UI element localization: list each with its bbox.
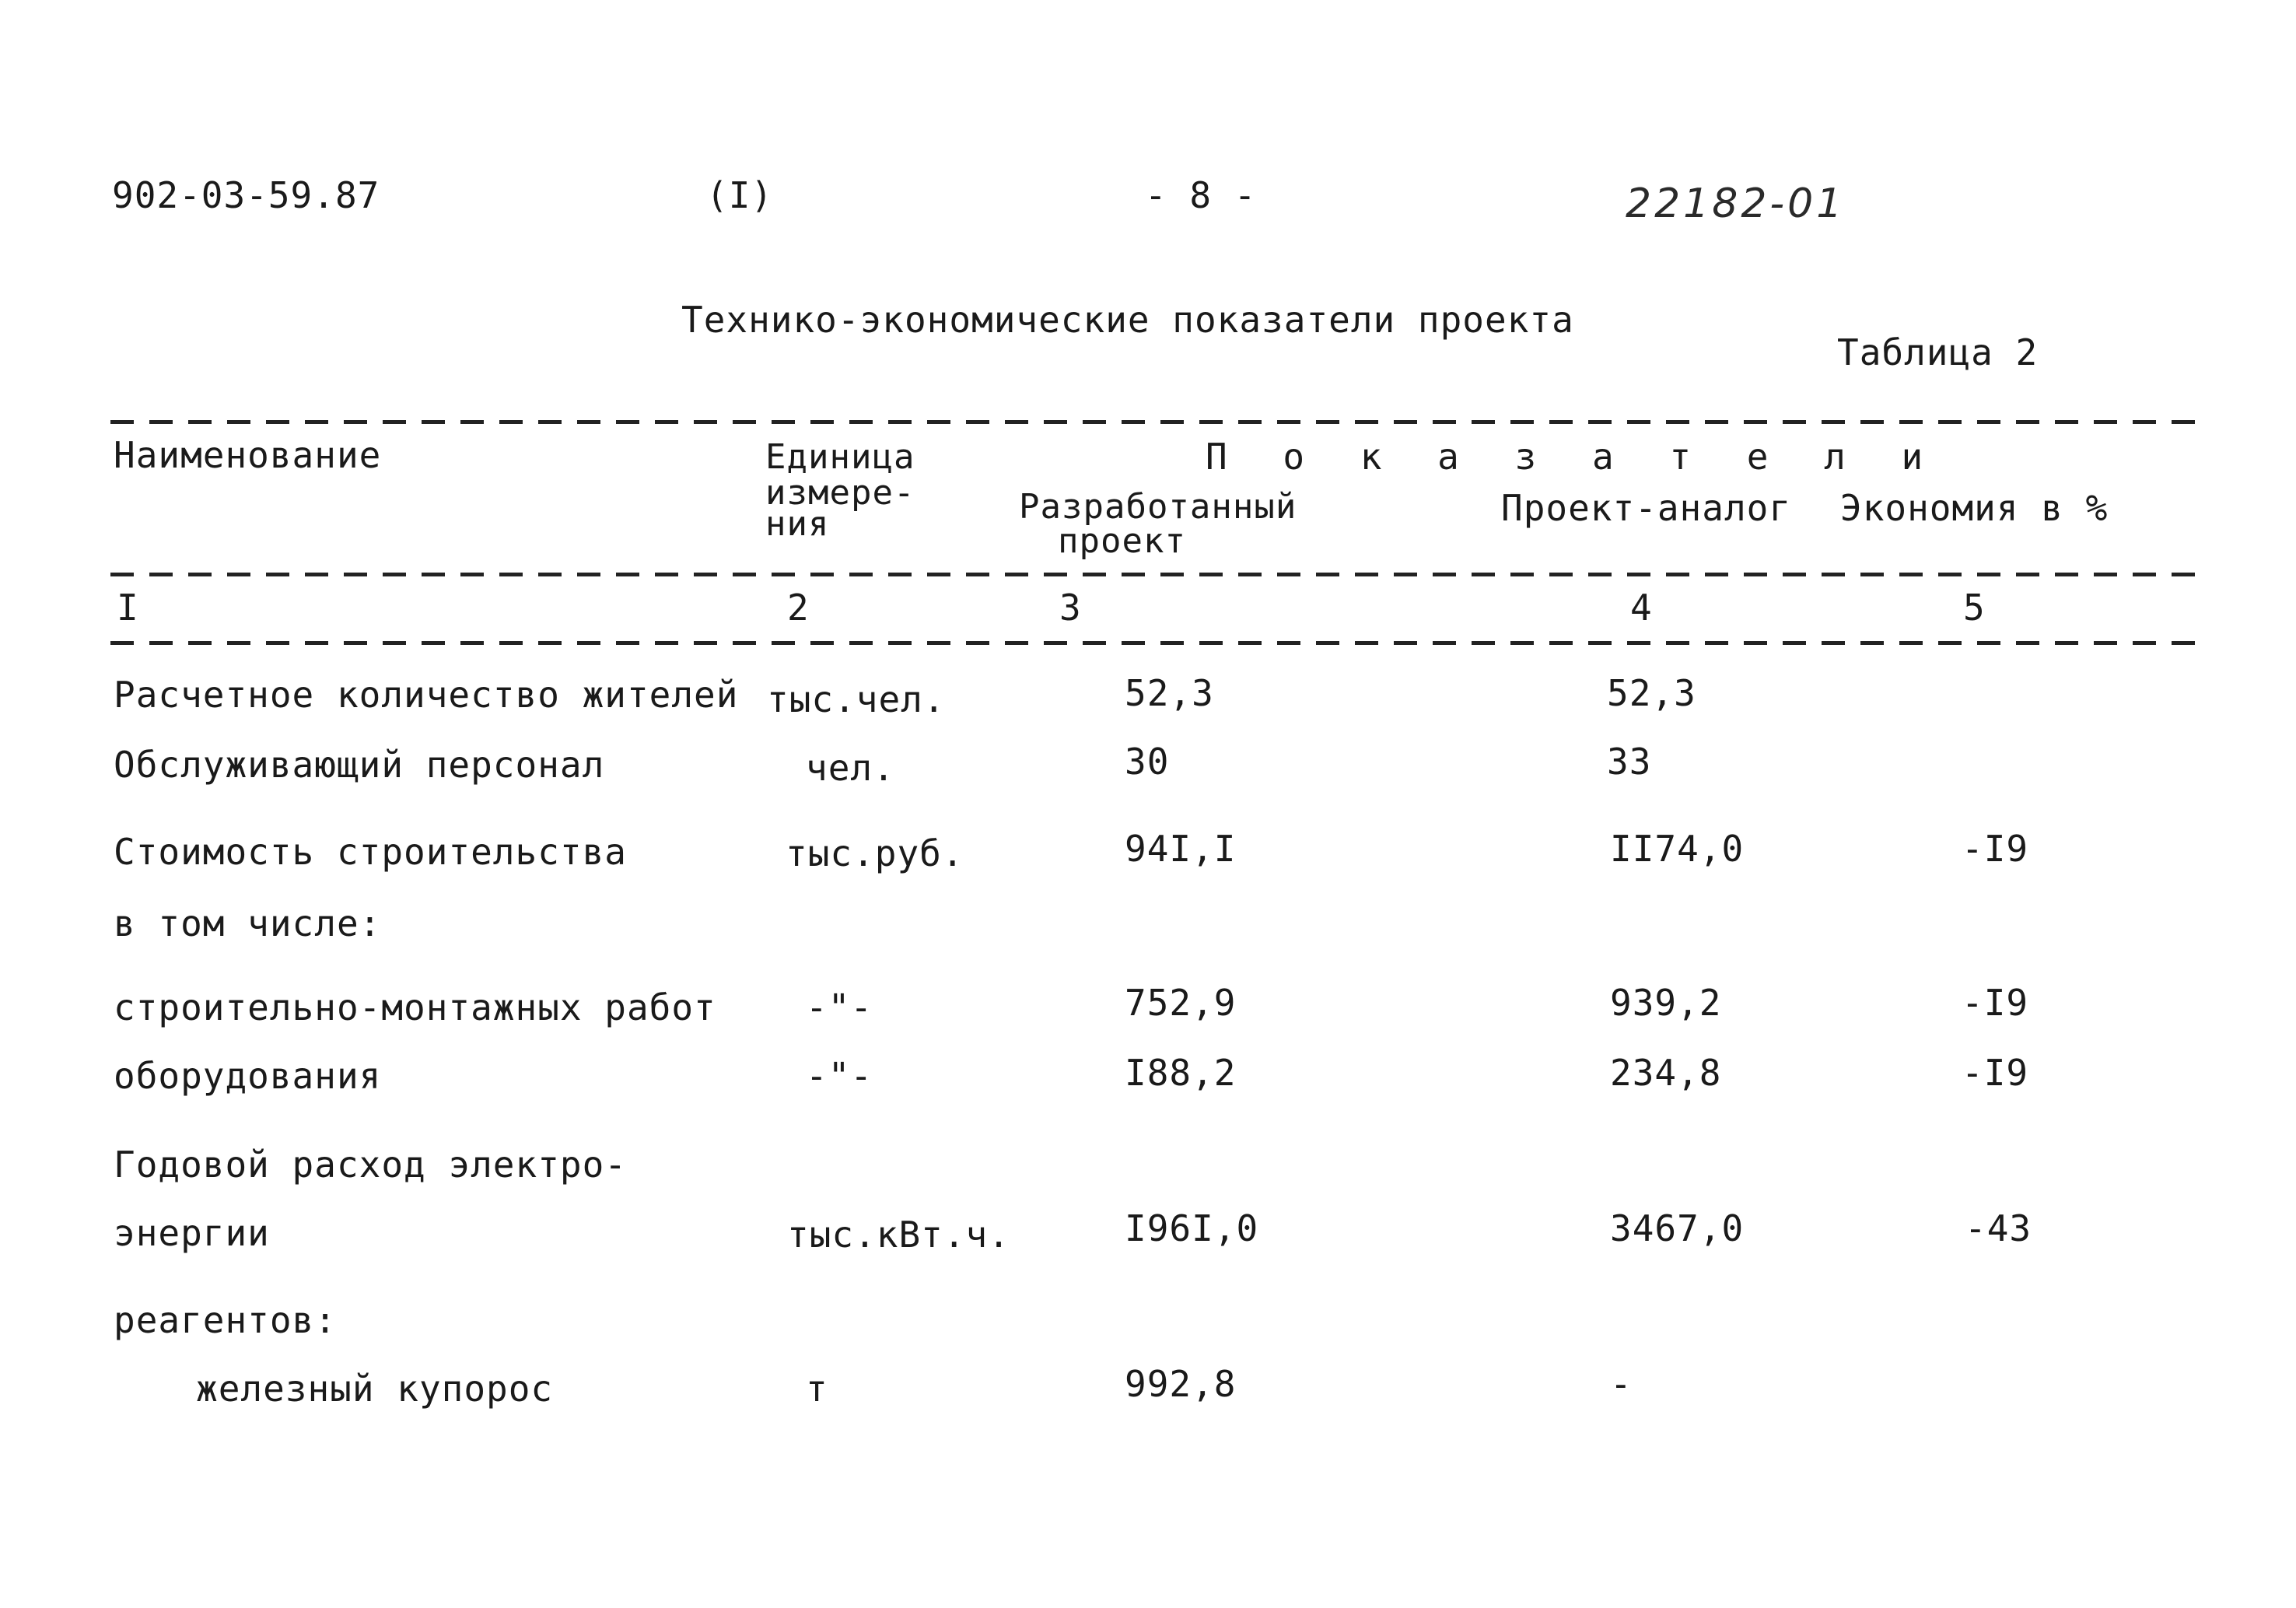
table-row-economy: -I9 <box>1962 828 2029 870</box>
table-row-unit: тыс.руб. <box>786 832 964 874</box>
column-header-developed-line1: Разработанный <box>1019 487 1297 527</box>
column-number-4: 4 <box>1630 587 1653 629</box>
page-title: Технико-экономические показатели проекта <box>681 299 1574 341</box>
table-row-developed: 992,8 <box>1125 1363 1237 1405</box>
table-row-analog: 234,8 <box>1610 1052 1722 1094</box>
page-number: - 8 - <box>1145 174 1257 216</box>
column-header-name: Наименование <box>114 434 382 476</box>
column-header-economy: Экономия в % <box>1840 487 2109 529</box>
column-number-1: I <box>117 587 139 629</box>
table-row-analog: 52,3 <box>1607 672 1696 714</box>
table-row-unit: тыс.чел. <box>767 678 946 720</box>
table-row-unit: чел. <box>806 747 895 789</box>
table-row-developed: I88,2 <box>1125 1052 1237 1094</box>
table-row-name: Расчетное количество жителей <box>114 674 739 716</box>
table-row-name: в том числе: <box>114 902 382 944</box>
column-number-2: 2 <box>787 587 810 629</box>
inventory-number: 22182-01 <box>1626 180 1846 227</box>
column-header-unit-line3: ния <box>765 504 830 544</box>
table-row-developed: 94I,I <box>1125 828 1237 870</box>
table-row-unit: -"- <box>806 986 873 1028</box>
column-number-3: 3 <box>1059 587 1082 629</box>
column-header-developed-line2: проект <box>1058 521 1186 561</box>
column-number-5: 5 <box>1963 587 1986 629</box>
table-label: Таблица 2 <box>1837 331 2039 373</box>
table-row-name: строительно-монтажных работ <box>114 986 716 1028</box>
table-row-unit: тыс.кВт.ч. <box>787 1214 1010 1256</box>
column-header-unit-line2: измере- <box>765 473 915 513</box>
table-row-analog: 3467,0 <box>1610 1207 1745 1249</box>
table-row-name: Годовой расход электро- <box>114 1144 627 1186</box>
table-row-economy: -43 <box>1965 1207 2032 1249</box>
table-row-economy: -I9 <box>1962 982 2029 1024</box>
table-row-unit: -"- <box>806 1055 873 1097</box>
table-row-name: энергии <box>114 1212 270 1254</box>
column-header-analog: Проект-аналог <box>1501 487 1792 529</box>
document-code: 902-03-59.87 <box>112 174 380 216</box>
table-row-analog: II74,0 <box>1610 828 1745 870</box>
table-row-name: Обслуживающий персонал <box>114 744 605 786</box>
section-number: (I) <box>706 174 774 216</box>
table-row-economy: -I9 <box>1962 1052 2029 1094</box>
header-bottom-rule <box>110 573 2201 576</box>
column-header-unit-line1: Единица <box>765 437 915 477</box>
table-row-name: железный купорос <box>196 1368 554 1410</box>
table-row-name: реагентов: <box>114 1299 337 1341</box>
table-row-analog: 33 <box>1607 741 1652 783</box>
table-row-developed: 30 <box>1125 741 1170 783</box>
table-row-developed: 52,3 <box>1125 672 1214 714</box>
table-row-unit: т <box>806 1368 828 1410</box>
numbers-bottom-rule <box>110 641 2201 645</box>
table-top-rule <box>110 420 2201 424</box>
column-group-header: П о к а з а т е л и <box>1206 436 1941 478</box>
table-row-developed: I96I,0 <box>1125 1207 1259 1249</box>
table-row-analog: - <box>1610 1363 1633 1405</box>
table-row-name: оборудования <box>114 1055 382 1097</box>
table-row-analog: 939,2 <box>1610 982 1722 1024</box>
table-row-developed: 752,9 <box>1125 982 1237 1024</box>
table-row-name: Стоимость строительства <box>114 831 627 873</box>
